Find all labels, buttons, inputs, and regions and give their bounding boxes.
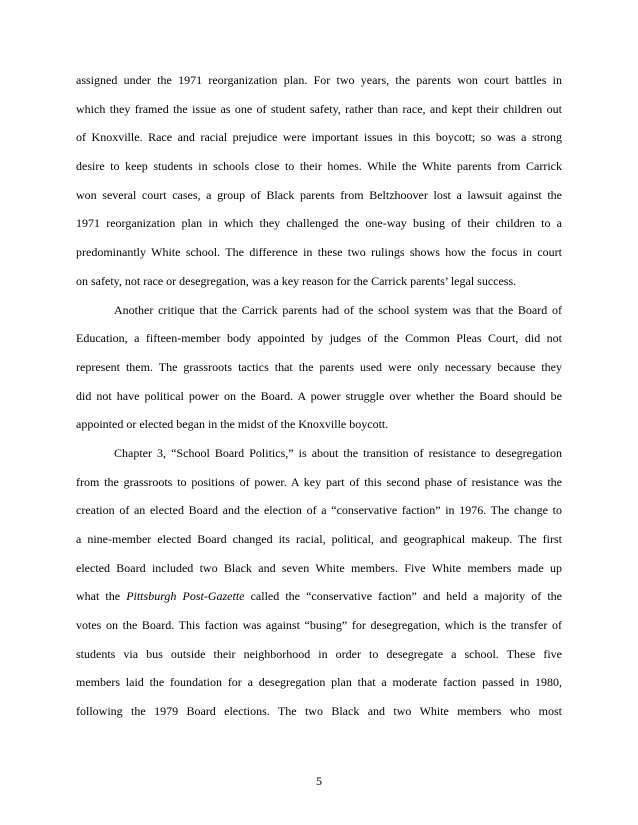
text-line: desire to keep students in schools close to their homes. While the White parents from Carrick	[76, 159, 562, 174]
publication-title: Pittsburgh Post-Gazette	[126, 589, 245, 604]
text-line: Chapter 3, “School Board Politics,” is about the transition of resistance to desegregation	[114, 445, 562, 460]
text-line: Education, a fifteen-member body appointed by judges of the Common Pleas Court, did not	[76, 331, 562, 346]
text-line: represent them. The grassroots tactics that the parents used were only necessary because they	[76, 359, 562, 374]
text-line: following the 1979 Board elections. The two Black and two White members who most	[76, 704, 562, 719]
text-line: appointed or elected began in the midst of the Knoxville boycott.	[76, 417, 389, 432]
text-line: assigned under the 1971 reorganization plan. For two years, the parents won court battles in	[76, 73, 562, 87]
text-line: members laid the foundation for a desegregation plan that a moderate faction passed in 1980,	[76, 675, 562, 690]
text-line: did not have political power on the Board. A power struggle over whether the Board should be	[76, 388, 562, 403]
text-line: on safety, not race or desegregation, was a key reason for the Carrick parents’ legal success.	[76, 273, 517, 288]
text-line: from the grassroots to positions of power. A key part of this second phase of resistance was the	[76, 474, 562, 489]
text-line: Another critique that the Carrick parents had of the school system was that the Board of	[114, 302, 562, 317]
text-line: votes on the Board. This faction was against “busing” for desegregation, which is the transfer of	[76, 618, 562, 633]
text-line: which they framed the issue as one of student safety, rather than race, and kept their children out	[76, 101, 562, 116]
text-line: elected Board included two Black and seven White members. Five White members made up	[76, 560, 562, 575]
text-fragment: called the “conservative faction” and held a majority of the	[244, 589, 562, 604]
text-line: creation of an elected Board and the election of a “conservative faction” in 1976. The change to	[76, 503, 562, 518]
text-line: won several court cases, a group of Black parents from Beltzhoover lost a lawsuit against the	[76, 187, 562, 202]
text-line	[76, 582, 562, 611]
text-line: 1971 reorganization plan in which they challenged the one-way busing of their children to a	[76, 216, 562, 231]
text-line: predominantly White school. The difference in these two rulings shows how the focus in court	[76, 245, 562, 260]
text-line: of Knoxville. Race and racial prejudice were important issues in this boycott; so was a strong	[76, 130, 562, 145]
text-line: students via bus outside their neighborhood in order to desegregate a school. These five	[76, 646, 562, 661]
text-fragment: what the	[76, 589, 127, 604]
body-text	[76, 66, 562, 726]
text-line: a nine-member elected Board changed its racial, political, and geographical makeup. The first	[76, 532, 562, 546]
page-number: 5	[316, 774, 322, 788]
